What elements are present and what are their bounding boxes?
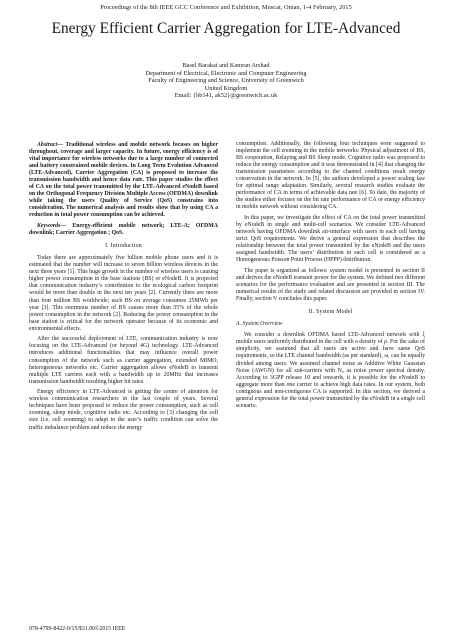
abstract-label: Abstract xyxy=(37,142,58,148)
copyright-code: 978-4799-8422-0/15/$31.00©2015 IEEE xyxy=(29,626,126,632)
body-paragraph: After the successful deployment of LTE, communication industry is now focusing on the LTE-Advanced (or beyond 4G) technology. LTE-Advanced introduces additional functionalities that may influence overall power consumption of the network such as carrier aggregation, extended MIMO, heterogeneous networks etc. Carrier aggregation allows eNodeB to transmit multiple LTE carriers each with a bandwidth up to 20MHz that increases transmission bandwidth resulting higher bit rates. xyxy=(29,336,218,385)
body-paragraph: consumption. Additionally, the following four techniques were suggested to implement the cell zooming in the mobile networks: Physical adjustment of BS, BS cooperation, Relaying and BS Sleep mode. Cognitive radio was proposed to reduce the energy consumption and it was demonstrated in [4] that changing the transmission parameters according to the channel conditions result energy conservation in the network. In [5], the authors developed a power scaling law for optimal range adaptation. Similarly, several research studies evaluate the performance of CA in terms of achievable data rate [6]. To date, the majority of the studies either focuses on the bit rate performance of CA or energy efficiency in mobile network without considering CA. xyxy=(236,141,425,211)
section-heading-introduction: I. Introduction xyxy=(105,243,142,250)
abstract xyxy=(29,142,218,220)
keywords xyxy=(29,223,218,237)
author-names: Basel Barakat and Kamran Arshad xyxy=(182,62,270,69)
right-column xyxy=(236,141,425,413)
section-heading-system-model: II. System Model xyxy=(308,309,353,316)
author-faculty: Faculty of Engineering and Science, University of Greenwich xyxy=(148,77,304,85)
abstract-text: — Traditional wireless and mobile network focuses on higher throughout, coverage and larger capacity. In future, energy efficiency is of vital importance for wireless networks due to a large number of connected and battery constrained mobile devices. In Long Term Evolution Advanced (LTE-Advanced), Carrier Aggregation (CA) is proposed to increase the transmission bandwidth and hence data rate. This paper studies the effect of CA on the total power transmitted by the LTE-Advanced eNodeB based on the Orthogonal Frequency Division Multiple Access (OFDMA) downlink while taking the users Quality of Service (QoS) constrains into consideration. The numerical analysis and results show that by using CA a reduction in total power consumption can be achieved. xyxy=(29,142,218,219)
left-column xyxy=(29,142,218,435)
keywords-label: Keywords xyxy=(37,223,61,230)
author-country: United Kingdom xyxy=(204,84,248,92)
author-email: Email: {bb141, ak52}@greenwich.ac.uk xyxy=(174,92,278,100)
author-block xyxy=(40,62,412,100)
body-paragraph: We consider a downlink OFDMA based LTE-Advanced network with ξ mobile users uniformly distributed in the cell with a density of ρ. For the sake of simplicity, we assumed that all users are active and have same QoS requirements, so the LTE channel bandwidth (as per standard), ω, can be equally divided among users. We assumed channel noise as Additive White Gaussian Noise (AWGN) for all sub-carriers with N₀ as noise power spectral density. According to 3GPP release 10 and onwards, it is possible for the eNodeB to aggregate more than one carrier to achieve high data rates. In our system, both contiguous and non-contiguous CA is supported. In this section, we derived a general expression for the total power transmitted by the eNodeB in a single cell scenario. xyxy=(236,332,425,409)
author-department: Department of Electrical, Electronic and Computer Engineering xyxy=(145,69,307,77)
body-paragraph: In this paper, we investigate the effect of CA on the total power transmitted by eNodeB in single and multi-cell scenarios. We consider LTE-Advanced network having OFDMA downlink air-interface with users in each cell having strict QoS requirements. We derive a general expression that describes the relationship between the total power transmitted by the eNodeB and the users assigned bandwidth. The users’ distribution in each cell is considered as a Homogeneous Poisson Point Process (HPPP) distribution. xyxy=(236,215,425,264)
body-paragraph: The paper is organised as follows: system model is presented in section II and derives the eNodeB transmit power for the system. We defined two different scenarios for the performance evaluation and are presented in section III. The numerical results of the study and related discussion are provided in section IV. Finally, section V concludes this paper. xyxy=(236,267,425,303)
body-paragraph: Today there are approximately five billion mobile phone users and it is estimated that the number will increase to seven billion wireless devices in the next three years [1]. This huge growth in the number of wireless users is causing higher power consumption in the base stations (BS) or eNodeB. It is projected that communication industry’s contribution to the ecological carbon footprint would be more than double in the next ten years [2]. Currently there are more than four million BS worldwide; each BS on average consumes 25MWh per year [3]. This enormous number of BS causes more than 55% of the whole power consumption in the network [2]. Reducing the power consumption in the base station is critical for the network operator because of its economic and environmental effects. xyxy=(29,255,218,332)
conference-header: Proceedings of the 8th IEEE GCC Conference and Exhibition, Muscat, Oman, 1-4 February, 2015 xyxy=(100,4,352,11)
body-paragraph: Energy efficiency in LTE-Advanced is getting the centre of attention for wireless communication researchers in the last couple of years. Several techniques have been proposed to reduce the power consumption, such as cell zooming, sleep mode, cognitive radio etc. According to [3] changing the cell size (i.e. cell zooming) to adapt to the user’s traffic condition can solve the traffic imbalance problem and reduce the energy xyxy=(29,389,218,431)
keywords-text: — Energy-efficient mobile network; LTE-A; OFDMA downlink; Carrier Aggregation ; QoS. xyxy=(29,223,218,237)
subsection-heading-system-overview: A. System Overview xyxy=(236,321,283,328)
paper-title: Energy Efficient Carrier Aggregation for LTE-Advanced xyxy=(51,20,401,37)
